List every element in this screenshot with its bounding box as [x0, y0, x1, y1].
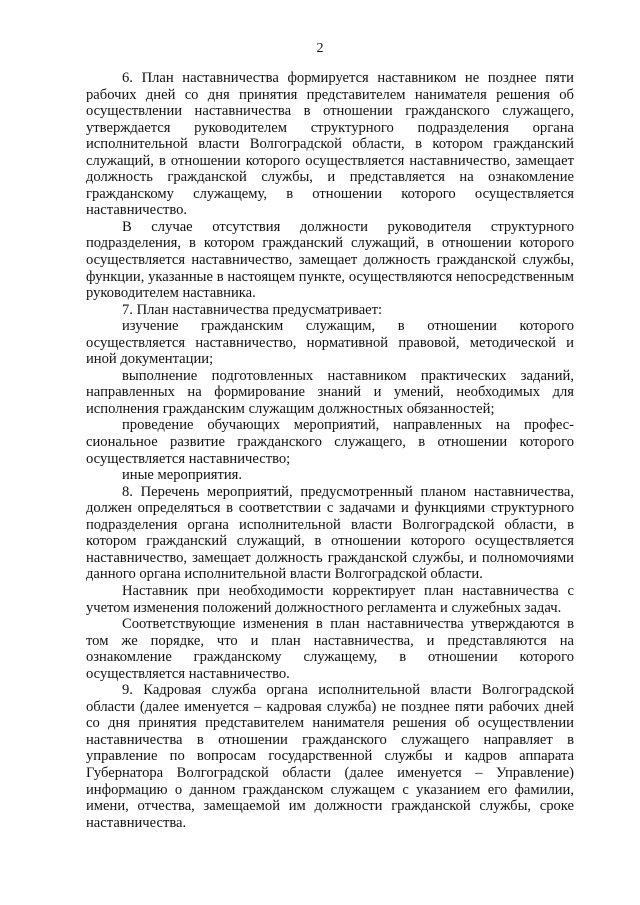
- paragraph-7-plan-contents: 7. План наставничества предусматривает:: [122, 301, 383, 318]
- paragraph-plan-changes: Соответствующие изменения в план наставничества утверждаются в том же порядке, что и план наставничества, и представляются на ознакомление гражданскому служащему, в отношении которого осуществляется наставничество.: [86, 616, 574, 682]
- paragraph-9-hr-service: 9. Кадровая служба органа исполнительной власти Волгоградской области (далее именуется – кадровая служба) не позднее пяти рабочих дней со дня принятия представителем нанимателя решения об осуществлении наставничества в отношении гражданского служащего направляет в управление по вопросам государственной службы и кадров аппарата Губернатора Волгоградской области (далее именуется – Управление) информацию о данном гражданском служащем с указанием его фамилии, имени, отчества, замещаемой им должности гражданской службы, сроке наставничества.: [86, 682, 574, 831]
- list-item-study-documentation: изучение гражданским служащим, в отношении которого осуществляется наставничество, нормативной правовой, методической и иной документации;: [86, 318, 574, 368]
- list-item-practical-tasks: выполнение подготовленных наставником практических заданий, направленных на формирование знаний и умений, необходимых для исполнения гражданским служащим должностных обязанностей;: [86, 367, 574, 417]
- paragraph-6-plan-formation: 6. План наставничества формируется наставником не позднее пяти рабочих дней со дня принятия представителем нанимателя решения об осуществлении наставничества в отношении гражданского служащего, утверждается руководителем структурного подразделения органа исполнительной власти Волгоградской области, в котором гражданский служащий, в отношении которого осуществляется наставничество, замещает должность гражданской службы, и представляется на ознакомление гражданскому служащему, в отношении которого осуществляется наставничество.: [86, 70, 574, 219]
- paragraph-8-events-list: 8. Перечень мероприятий, предусмотренный планом наставничества, должен определяться в соответствии с задачами и функциями структурного подразделения органа исполнительной власти Волгоградской области, в котором гражданский служащий, в отношении которого осуществляется наставничество, замещает должность гражданской службы, и полномочиями данного органа исполнительной власти Волгоградской области.: [86, 483, 574, 583]
- page-number: 2: [316, 41, 324, 56]
- document-body: [86, 70, 574, 831]
- list-item-training-events: проведение обучающих мероприятий, направленных на профес-сиональное развитие гражданского служащего, в отношении которого осуществляется наставничество;: [86, 417, 574, 467]
- list-item-other-events: иные мероприятия.: [122, 467, 243, 484]
- paragraph-no-unit-head: В случае отсутствия должности руководителя структурного подразделения, в котором гражданский служащий, в отношении которого осуществляется наставничество, замещает должность гражданской службы, функции, указанные в настоящем пункте, осуществляются непосредственным руководителем наставника.: [86, 218, 574, 302]
- paragraph-plan-correction: Наставник при необходимости корректирует план наставничества с учетом изменения положений должностного регламента и служебных задач.: [86, 582, 574, 616]
